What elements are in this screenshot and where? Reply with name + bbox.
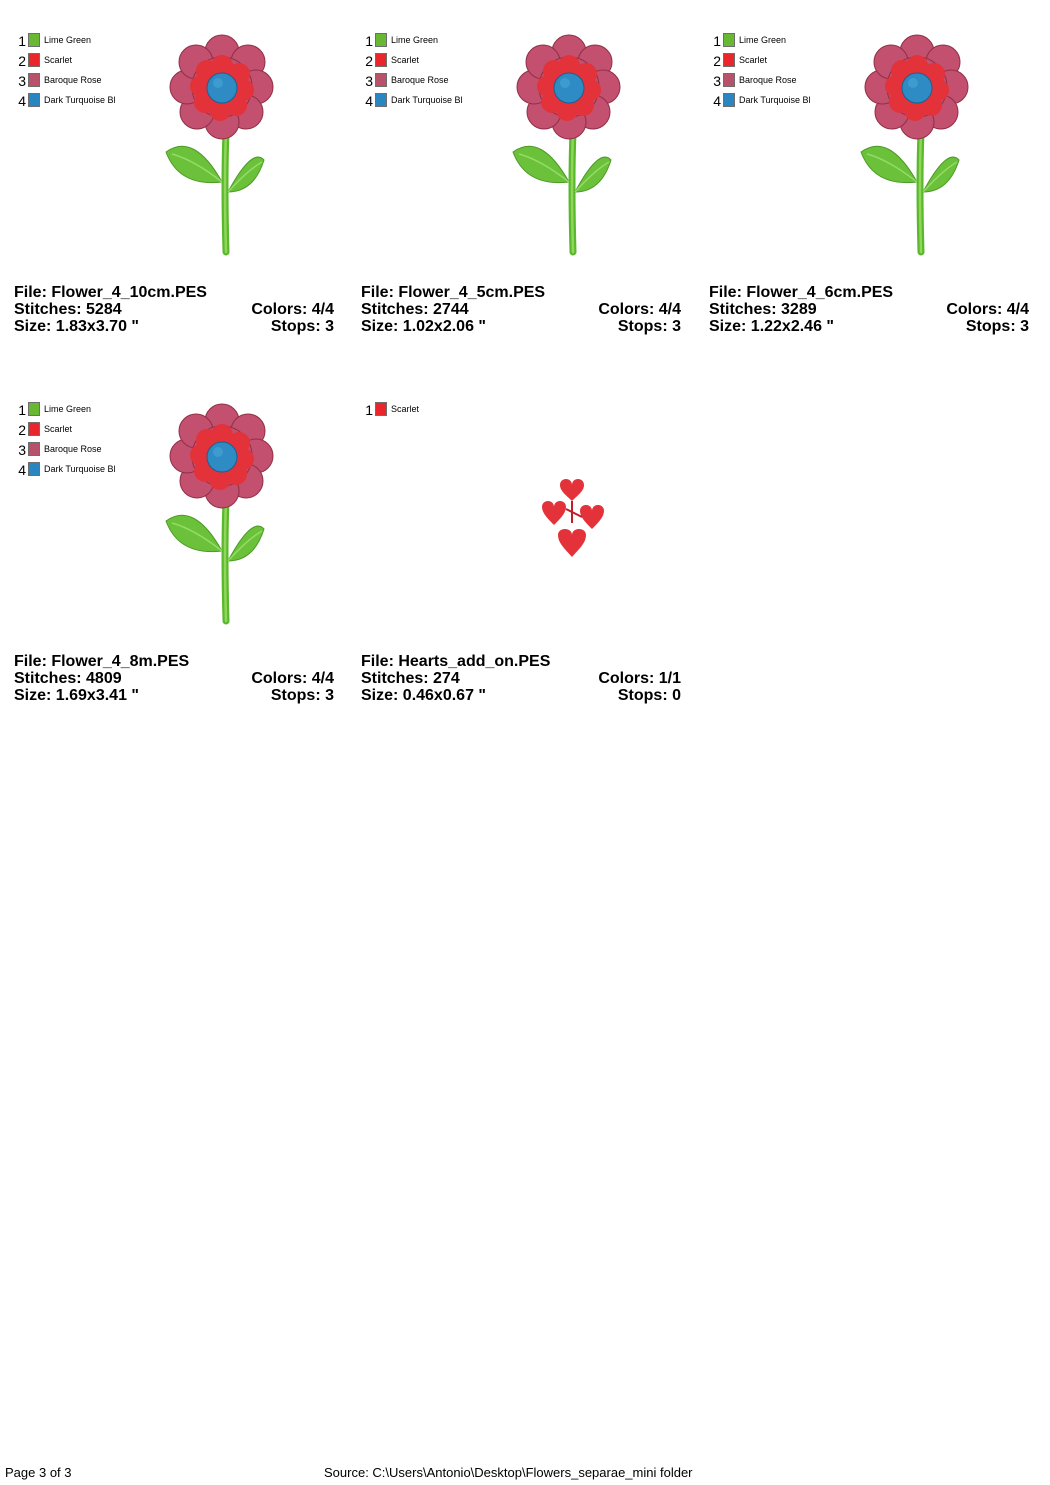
legend-number: 4 [365,93,373,109]
design-size: Size: 1.69x3.41 " [14,687,139,704]
legend-number: 1 [365,33,373,49]
thread-name: Dark Turquoise Bl [391,95,463,105]
legend-number: 3 [18,73,26,89]
color-swatch [28,442,40,456]
color-swatch [375,93,387,107]
color-swatch [723,73,735,87]
design-size: Size: 1.83x3.70 " [14,318,139,335]
color-swatch [28,462,40,476]
color-count: Colors: 4/4 [598,301,681,318]
color-swatch [723,33,735,47]
legend-number: 1 [365,402,373,418]
stitch-count: Stitches: 3289 [709,301,817,318]
thread-name: Baroque Rose [739,75,797,85]
color-swatch [723,93,735,107]
thread-name: Scarlet [739,55,768,65]
file-name: File: Hearts_add_on.PES [361,653,551,670]
color-count: Colors: 1/1 [598,670,681,687]
flower-embroidery-preview [511,32,621,268]
legend-number: 2 [18,53,26,69]
thread-name: Lime Green [44,404,92,414]
source-path: Source: C:\Users\Antonio\Desktop\Flowers_separae_mini folder [324,1465,693,1480]
flower-embroidery-preview [164,401,274,637]
thread-name: Scarlet [391,404,420,414]
design-card [361,397,681,717]
color-swatch [28,33,40,47]
thread-name: Lime Green [44,35,92,45]
stitch-count: Stitches: 2744 [361,301,469,318]
design-info [361,284,681,335]
legend-number: 3 [713,73,721,89]
color-swatch [28,422,40,436]
legend-number: 2 [713,53,721,69]
stop-count: Stops: 0 [617,687,681,704]
legend-number: 3 [18,442,26,458]
flower-embroidery-preview [164,32,274,268]
color-count: Colors: 4/4 [251,301,334,318]
design-size: Size: 1.22x2.46 " [709,318,834,335]
thread-name: Lime Green [739,35,787,45]
thread-name: Baroque Rose [44,75,102,85]
color-swatch [375,402,387,416]
color-swatch [723,53,735,67]
stitch-count: Stitches: 4809 [14,670,122,687]
design-info [14,653,334,704]
stop-count: Stops: 3 [270,318,334,335]
design-size: Size: 1.02x2.06 " [361,318,486,335]
color-swatch [28,53,40,67]
stitch-count: Stitches: 274 [361,670,460,687]
file-name: File: Flower_4_10cm.PES [14,284,207,301]
thread-name: Dark Turquoise Bl [44,95,116,105]
stop-count: Stops: 3 [270,687,334,704]
legend-number: 1 [18,402,26,418]
thread-name: Baroque Rose [44,444,102,454]
design-info [14,284,334,335]
legend-number: 1 [18,33,26,49]
stop-count: Stops: 3 [617,318,681,335]
color-count: Colors: 4/4 [946,301,1029,318]
legend-number: 4 [18,93,26,109]
design-card [14,28,334,348]
color-swatch [28,402,40,416]
legend-number: 4 [713,93,721,109]
legend-number: 1 [713,33,721,49]
legend-number: 3 [365,73,373,89]
design-card [361,28,681,348]
color-swatch [375,53,387,67]
design-size: Size: 0.46x0.67 " [361,687,486,704]
color-swatch [375,33,387,47]
design-card [14,397,334,717]
thread-name: Baroque Rose [391,75,449,85]
thread-name: Scarlet [44,424,73,434]
thread-name: Dark Turquoise Bl [739,95,811,105]
thread-name: Lime Green [391,35,439,45]
color-swatch [28,93,40,107]
stitch-count: Stitches: 5284 [14,301,122,318]
thread-name: Dark Turquoise Bl [44,464,116,474]
legend-number: 2 [365,53,373,69]
design-info [361,653,681,704]
color-swatch [375,73,387,87]
design-card [709,28,1029,348]
legend-number: 4 [18,462,26,478]
thread-name: Scarlet [391,55,420,65]
file-name: File: Flower_4_8m.PES [14,653,190,670]
legend-number: 2 [18,422,26,438]
file-name: File: Flower_4_6cm.PES [709,284,894,301]
stop-count: Stops: 3 [965,318,1029,335]
page-number: Page 3 of 3 [5,1465,72,1480]
thread-name: Scarlet [44,55,73,65]
color-swatch [28,73,40,87]
color-count: Colors: 4/4 [251,670,334,687]
flower-embroidery-preview [859,32,969,268]
design-info [709,284,1029,335]
hearts-embroidery-preview [542,477,604,561]
file-name: File: Flower_4_5cm.PES [361,284,546,301]
